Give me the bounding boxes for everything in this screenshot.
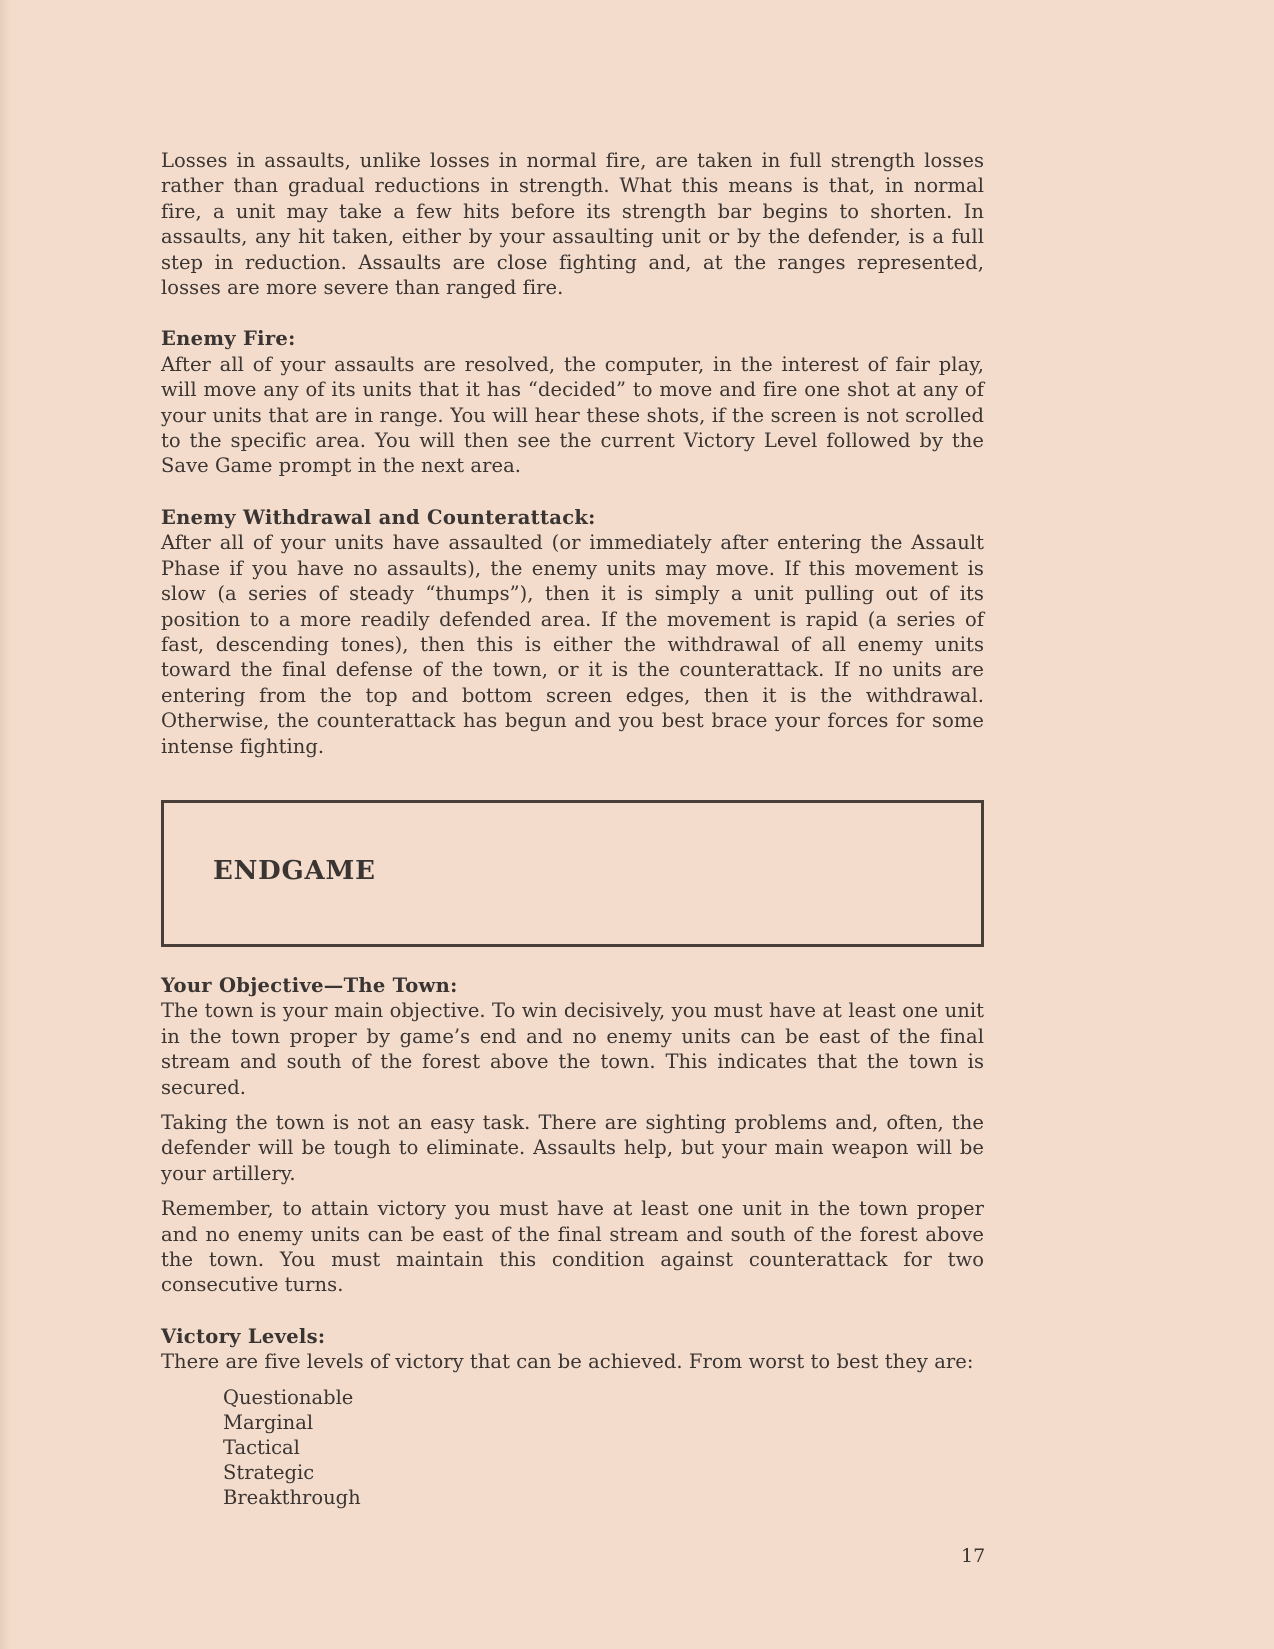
- objective-heading: Your Objective—The Town:: [161, 973, 458, 997]
- assault-losses-paragraph: Losses in assaults, unlike losses in normal fire, are taken in full strength losses rather than gradual reductions in strength. What this means is that, in normal fire, a unit may take a few hits before its strength bar begins to shorten. In assaults, any hit taken, either by your assaulting unit or by the defender, is a full step in reduction. Assaults are close fighting and, at the ranges represented, losses are more severe than ranged fire.: [161, 149, 984, 300]
- victory-level-item: Strategic: [223, 1461, 315, 1485]
- enemy-withdrawal-paragraph: After all of your units have assaulted (or immediately after entering the Assault Phase if you have no assaults), the enemy units may move. If this movement is slow (a series of steady “thumps”), then it is simply a unit pulling out of its position to a more readily defended area. If the movement is rapid (a series of fast, descending tones), then this is either the withdrawal of all enemy units toward the final defense of the town, or it is the counterattack. If no units are entering from the top and bottom screen edges, then it is the withdrawal. Otherwise, the counterattack has begun and you best brace your forces for some intense fighting.: [161, 531, 984, 758]
- page-number: 17: [961, 1545, 986, 1567]
- page-edge: [0, 0, 10, 1649]
- victory-level-item: Breakthrough: [223, 1486, 361, 1510]
- enemy-fire-heading: Enemy Fire:: [161, 327, 296, 351]
- victory-level-item: Tactical: [223, 1436, 300, 1460]
- victory-level-item: Marginal: [223, 1410, 314, 1434]
- page-content: [161, 148, 984, 1511]
- victory-levels-heading: Victory Levels:: [161, 1324, 326, 1348]
- objective-paragraph-1: The town is your main objective. To win decisively, you must have at least one unit in the town proper by game’s end and no enemy units can be east of the final stream and south of the forest above the town. This indicates that the town is secured.: [161, 999, 984, 1099]
- enemy-fire-paragraph: After all of your assaults are resolved, the computer, in the interest of fair play, will move any of its units that it has “decided” to move and fire one shot at any of your units that are in range. You will hear these shots, if the screen is not scrolled to the specific area. You will then see the current Victory Level followed by the Save Game prompt in the next area.: [161, 352, 984, 478]
- objective-paragraph-2: Taking the town is not an easy task. There are sighting problems and, often, the defender will be tough to eliminate. Assaults help, but your main weapon will be your artillery.: [161, 1110, 984, 1185]
- enemy-withdrawal-heading: Enemy Withdrawal and Counterattack:: [161, 505, 596, 529]
- victory-levels-intro: There are five levels of victory that can be achieved. From worst to best they are:: [161, 1350, 974, 1374]
- endgame-title: ENDGAME: [213, 855, 376, 886]
- endgame-section-box: [161, 800, 984, 947]
- victory-levels-list: [223, 1385, 984, 1511]
- objective-paragraph-3: Remember, to attain victory you must have at least one unit in the town proper and no enemy units can be east of the final stream and south of the forest above the town. You must maintain this condition against counterattack for two consecutive turns.: [161, 1197, 984, 1297]
- victory-level-item: Questionable: [223, 1385, 354, 1409]
